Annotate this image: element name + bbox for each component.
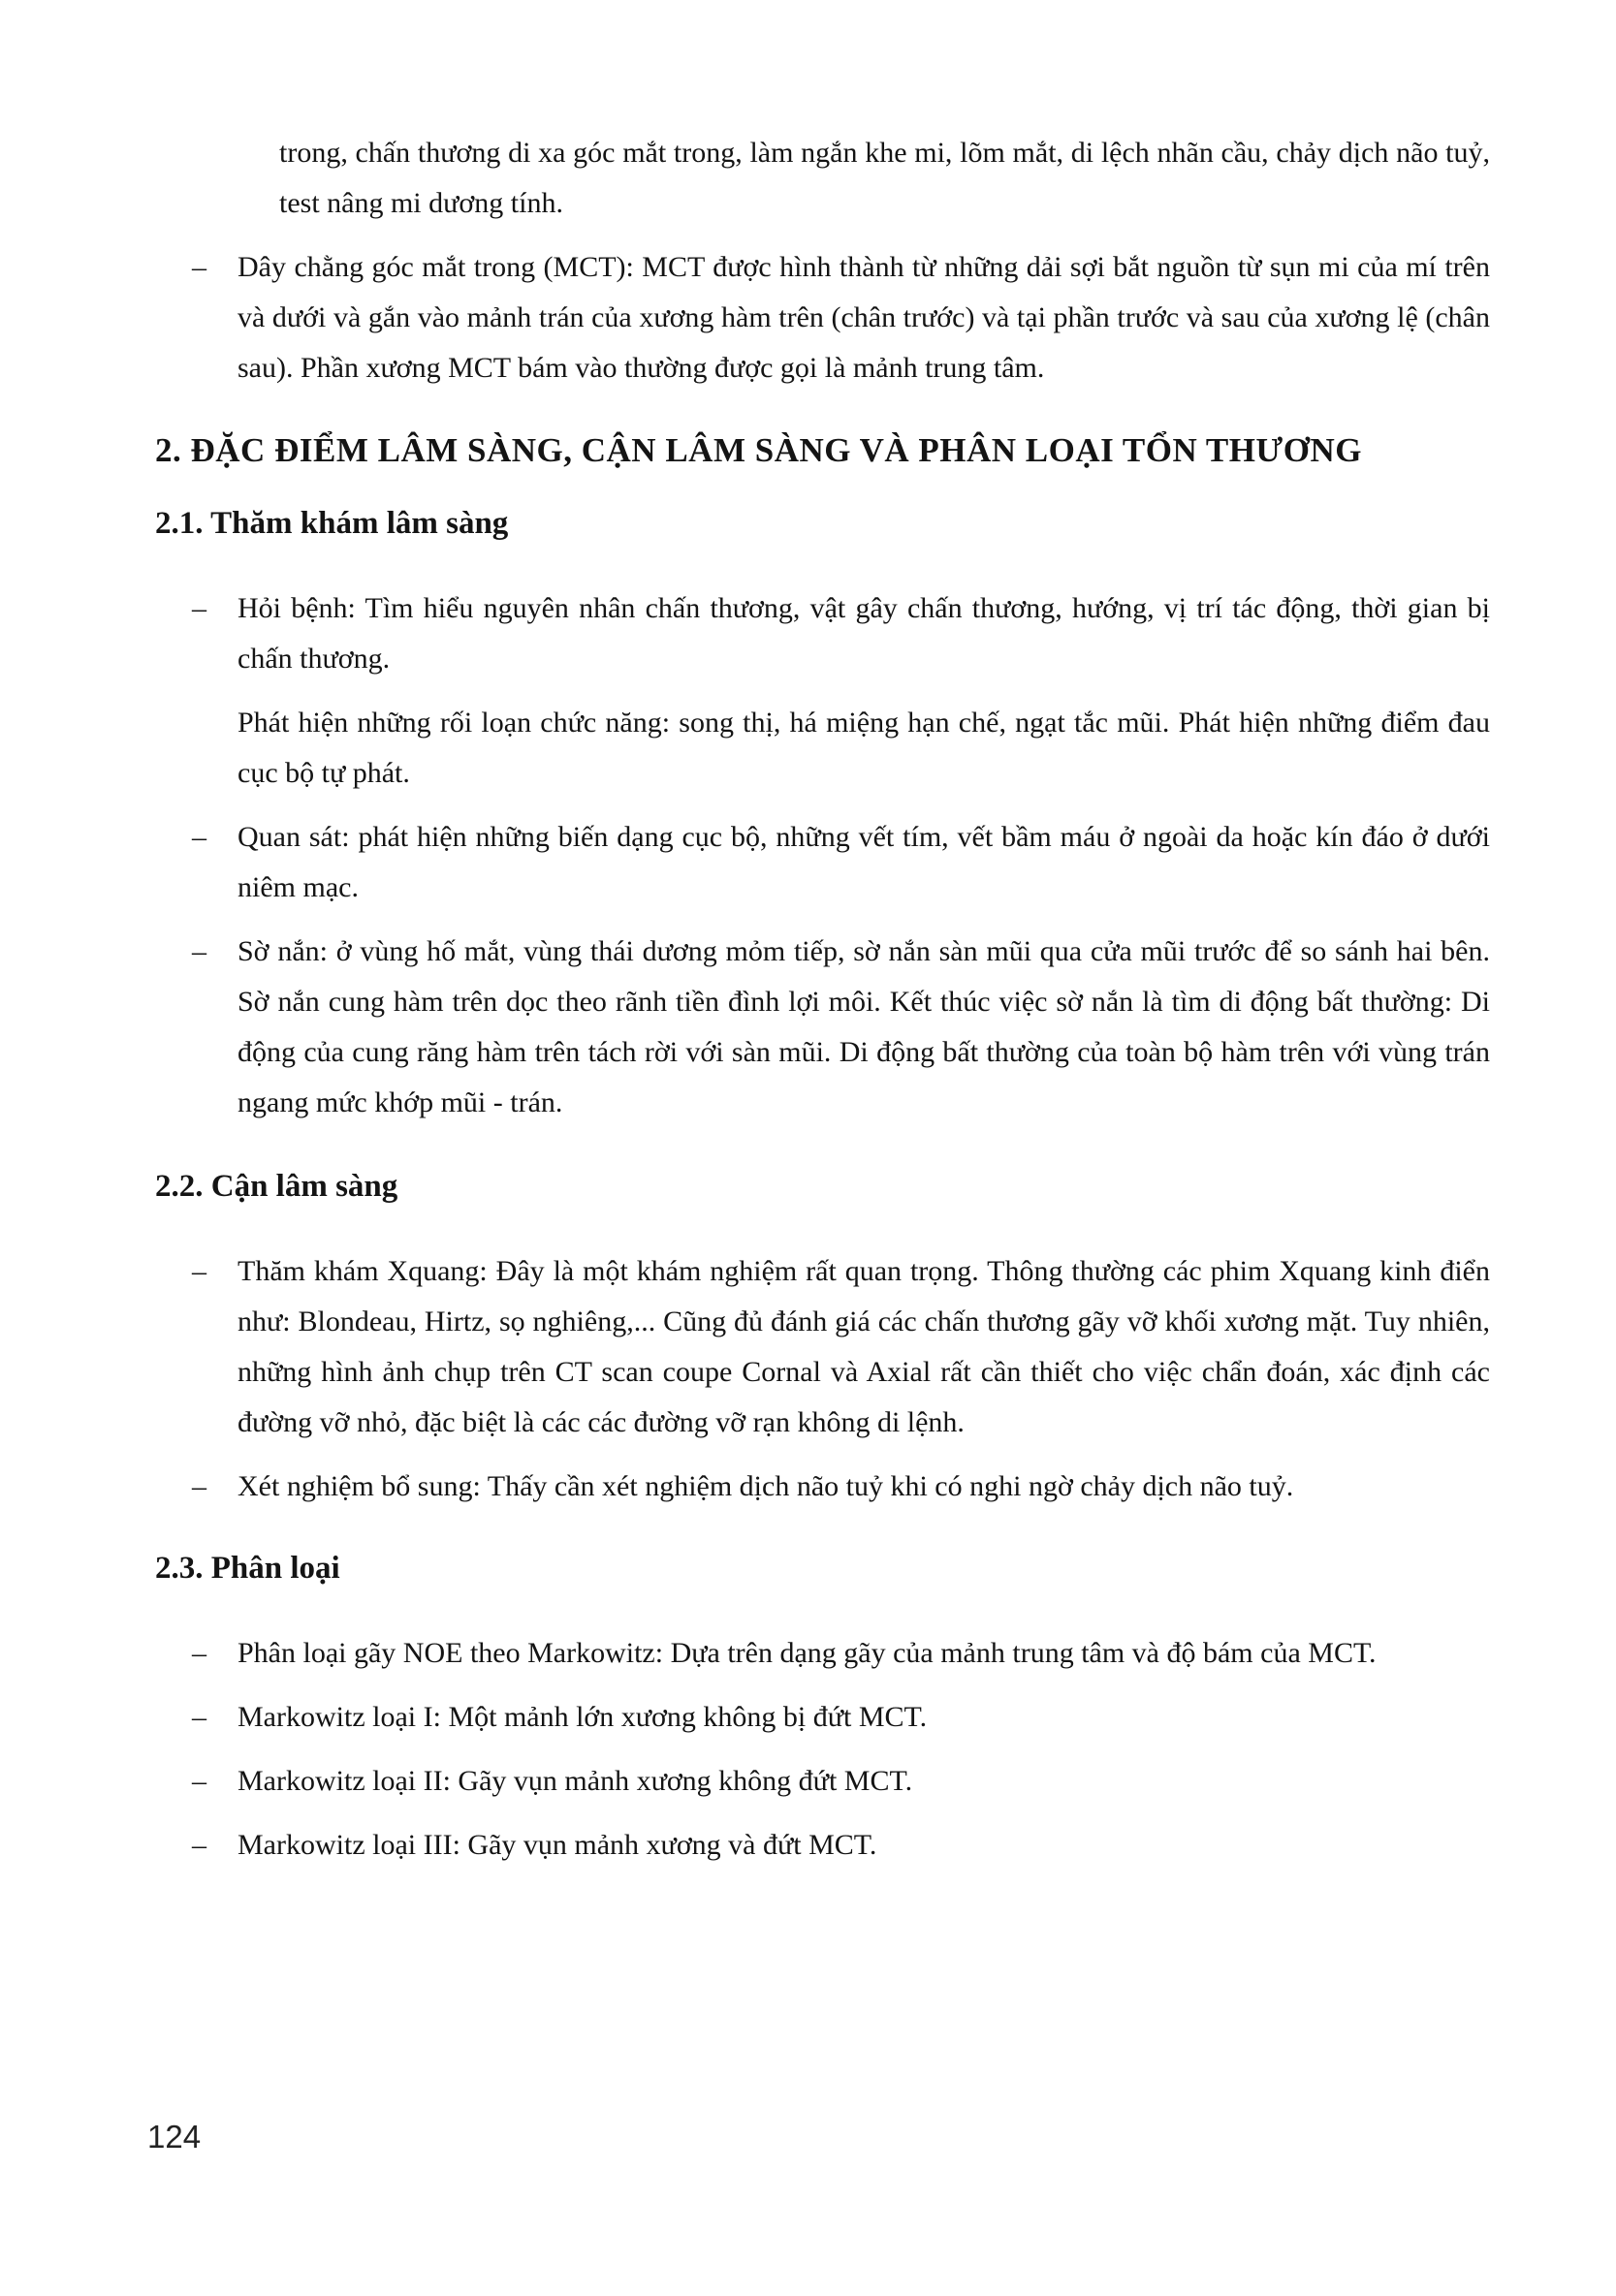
sub-paragraph (155, 698, 1490, 799)
bullet-dash: – (192, 1701, 206, 1733)
section-heading-2: 2. ĐẶC ĐIỂM LÂM SÀNG, CẬN LÂM SÀNG VÀ PHÂN LOẠI TỔN THƯƠNG (155, 431, 1362, 469)
list-item-text: Markowitz loại II: Gãy vụn mảnh xương không đứt MCT. (238, 1765, 913, 1797)
list-item-text: Hỏi bệnh: Tìm hiểu nguyên nhân chấn thương, vật gây chấn thương, hướng, vị trí tác động, thời gian bị chấn thương. (238, 592, 1490, 675)
list-item-text: Markowitz loại III: Gãy vụn mảnh xương và đứt MCT. (238, 1829, 877, 1861)
list-item-text: Quan sát: phát hiện những biến dạng cục bộ, những vết tím, vết bầm máu ở ngoài da hoặc kín đáo ở dưới niêm mạc. (238, 821, 1490, 903)
list-item-text: Sờ nắn: ở vùng hố mắt, vùng thái dương mỏm tiếp, sờ nắn sàn mũi qua cửa mũi trước để so sánh hai bên. Sờ nắn cung hàm trên dọc theo rãnh tiền đình lợi môi. Kết thúc việc sờ nắn là tìm di động bất thường: Di động của cung răng hàm trên tách rời với sàn mũi. Di động bất thường của toàn bộ hàm trên với vùng trán ngang mức khớp mũi - trán. (238, 935, 1490, 1118)
list-item-mct (155, 242, 1490, 393)
subsection-heading-2-1: 2.1. Thăm khám lâm sàng (155, 506, 509, 541)
list-item (155, 583, 1490, 684)
bullet-dash: – (192, 935, 206, 967)
list-item (155, 1692, 1490, 1743)
bullet-dash: – (192, 1637, 206, 1669)
subsection-heading-2-2: 2.2. Cận lâm sàng (155, 1169, 398, 1204)
list-item (155, 1246, 1490, 1448)
bullet-dash: – (192, 821, 206, 853)
bullet-dash: – (192, 1829, 206, 1861)
list-item-text: Xét nghiệm bổ sung: Thấy cần xét nghiệm dịch não tuỷ khi có nghi ngờ chảy dịch não tuỷ. (238, 1470, 1294, 1502)
subsection-heading-2-3: 2.3. Phân loại (155, 1551, 340, 1586)
bullet-dash: – (192, 592, 206, 624)
page-content (155, 128, 1490, 1871)
list-item-text: Phân loại gãy NOE theo Markowitz: Dựa trên dạng gãy của mảnh trung tâm và độ bám của MCT. (238, 1637, 1377, 1669)
bullet-dash: – (192, 251, 206, 283)
list-item-text: Dây chằng góc mắt trong (MCT): MCT được hình thành từ những dải sợi bắt nguồn từ sụn mi của mí trên và dưới và gắn vào mảnh trán của xương hàm trên (chân trước) và tại phần trước và sau của xương lệ (chân sau). Phần xương MCT bám vào thường được gọi là mảnh trung tâm. (238, 251, 1490, 384)
list-item (155, 1756, 1490, 1807)
page-number: 124 (147, 2119, 202, 2154)
list-item (155, 812, 1490, 913)
list-item-text: Thăm khám Xquang: Đây là một khám nghiệm rất quan trọng. Thông thường các phim Xquang kinh điển như: Blondeau, Hirtz, sọ nghiêng,... Cũng đủ đánh giá các chấn thương gãy vỡ khối xương mặt. Tuy nhiên, những hình ảnh chụp trên CT scan coupe Cornal và Axial rất cần thiết cho việc chẩn đoán, xác định các đường vỡ nhỏ, đặc biệt là các các đường vỡ rạn không di lệnh. (238, 1255, 1490, 1438)
list-item-text: Markowitz loại I: Một mảnh lớn xương không bị đứt MCT. (238, 1701, 928, 1733)
bullet-dash: – (192, 1470, 206, 1502)
list-item (155, 1820, 1490, 1871)
list-item (155, 927, 1490, 1128)
bullet-dash: – (192, 1255, 206, 1287)
continuation-paragraph: trong, chấn thương di xa góc mắt trong, làm ngắn khe mi, lõm mắt, di lệch nhãn cầu, chảy dịch não tuỷ, test nâng mi dương tính. (279, 137, 1490, 219)
list-item (155, 1628, 1490, 1679)
list-item (155, 1462, 1490, 1512)
bullet-dash: – (192, 1765, 206, 1797)
list-item-text: Phát hiện những rối loạn chức năng: song thị, há miệng hạn chế, ngạt tắc mũi. Phát hiện những điểm đau cục bộ tự phát. (238, 707, 1490, 789)
